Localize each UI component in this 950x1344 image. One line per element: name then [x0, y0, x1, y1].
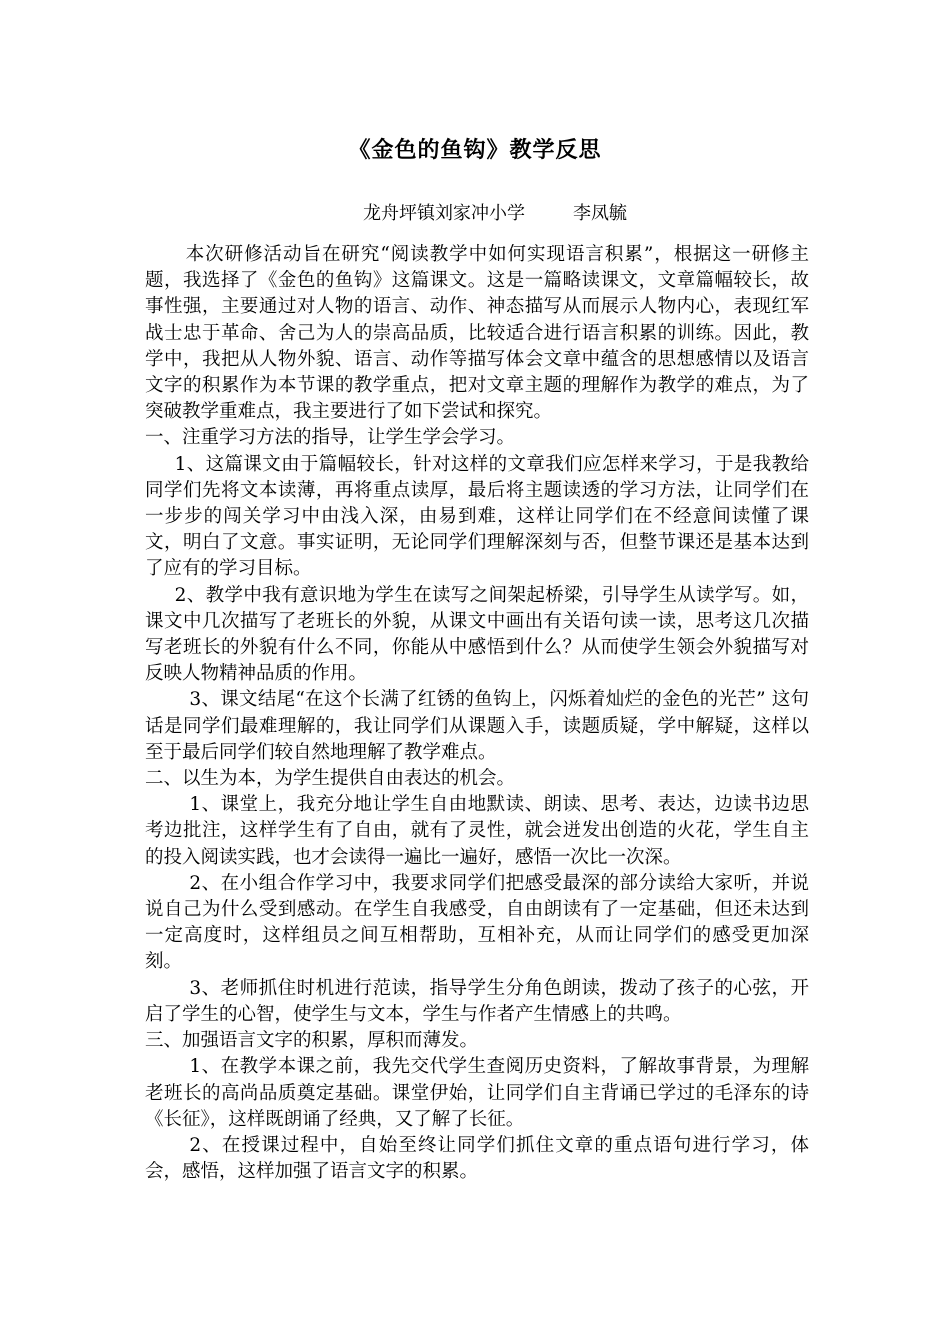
section-heading: 一、注重学习方法的指导，让学生学会学习。 [145, 427, 516, 449]
paragraph: 1、课堂上，我充分地让学生自由地默读、朗读、思考、表达，边读书边思考边批注，这样学生有了自由，就有了灵性，就会迸发出创造的火花，学生自主的投入阅读实践，也才会读得一遍比一遍好，感悟一次比一次深。 [145, 794, 809, 868]
paragraph: 3、老师抓住时机进行范读，指导学生分角色朗读，拨动了孩子的心弦，开启了学生的心智，使学生与文本，学生与作者产生情感上的共鸣。 [145, 977, 809, 1025]
section-heading: 二、以生为本，为学生提供自由表达的机会。 [145, 768, 516, 790]
author-name: 李凤毓 [573, 203, 627, 224]
byline [0, 199, 950, 225]
document-body [145, 242, 809, 1185]
paragraph: 本次研修活动旨在研究“阅读教学中如何实现语言积累”，根据这一研修主题，我选择了《金色的鱼钩》这篇课文。这是一篇略读课文，文章篇幅较长，故事性强，主要通过对人物的语言、动作、神态描写从而展示人物内心，表现红军战士忠于革命、舍己为人的崇高品质，比较适合进行语言积累的训练。因此，教学中，我把从人物外貌、语言、动作等描写体会文章中蕴含的思想感情以及语言文字的积累作为本节课的教学重点，把对文章主题的理解作为教学的难点，为了突破教学重难点，我主要进行了如下尝试和探究。 [145, 244, 809, 423]
document-title: 《金色的鱼钩》教学反思 [348, 138, 602, 163]
section-heading: 三、加强语言文字的积累，厚积而薄发。 [145, 1030, 479, 1052]
paragraph: 2、在小组合作学习中，我要求同学们把感受最深的部分读给大家听，并说说自己为什么受到感动。在学生自我感受，自由朗读有了一定基础，但还未达到一定高度时，这样组员之间互相帮助，互相补充，从而让同学们的感受更加深刻。 [145, 872, 809, 973]
paragraph: 2、教学中我有意识地为学生在读写之间架起桥梁，引导学生从读学写。如，课文中几次描写了老班长的外貌，从课文中画出有关语句读一读，思考这几次描写老班长的外貌有什么不同，你能从中感悟到什么？从而使学生领会外貌描写对反映人物精神品质的作用。 [145, 584, 809, 685]
paragraph: 1、这篇课文由于篇幅较长，针对这样的文章我们应怎样来学习，于是我教给同学们先将文本读薄，再将重点读厚，最后将主题读透的学习方法，让同学们在一步步的闯关学习中由浅入深，由易到难，这样让同学们在不经意间读懂了课文，明白了文意。事实证明，无论同学们理解深刻与否，但整节课还是基本达到了应有的学习目标。 [145, 453, 809, 580]
school-name: 龙舟坪镇刘家冲小学 [363, 203, 525, 224]
paragraph: 1、在教学本课之前，我先交代学生查阅历史资料，了解故事背景，为理解老班长的高尚品质奠定基础。课堂伊始，让同学们自主背诵已学过的毛泽东的诗《长征》，这样既朗诵了经典，又了解了长征。 [145, 1056, 809, 1130]
paragraph: 2、在授课过程中，自始至终让同学们抓住文章的重点语句进行学习，体会，感悟，这样加强了语言文字的积累。 [145, 1134, 809, 1183]
paragraph: 3、课文结尾“在这个长满了红锈的鱼钩上，闪烁着灿烂的金色的光芒” 这句话是同学们最难理解的，我让同学们从课题入手，读题质疑，学中解疑，这样以至于最后同学们较自然地理解了教学难点。 [145, 689, 809, 763]
